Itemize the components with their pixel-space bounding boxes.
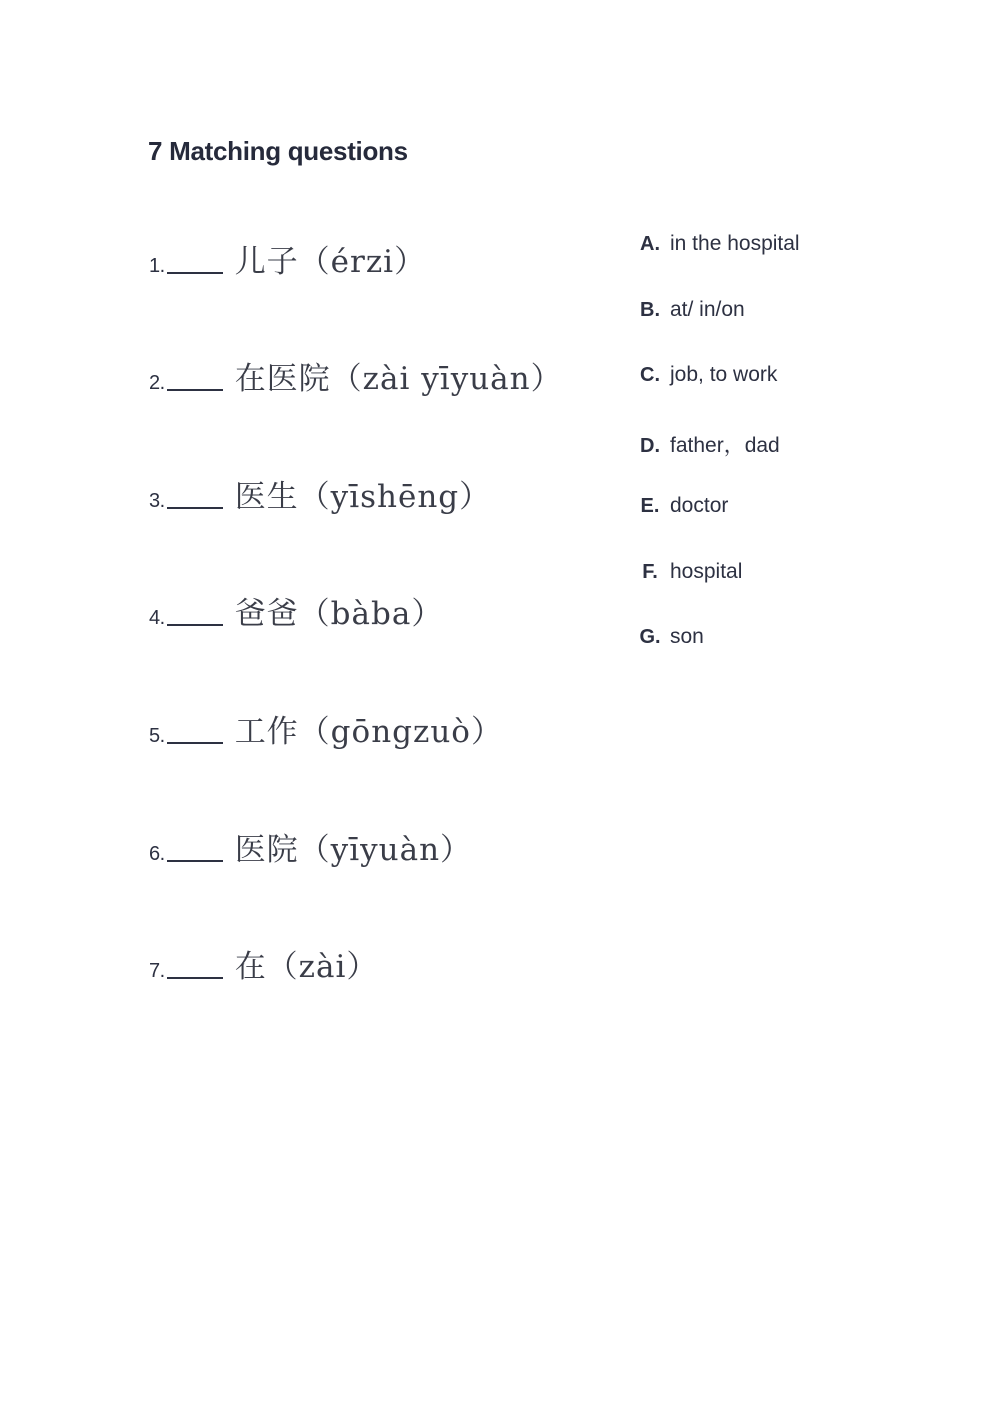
answer-blank[interactable] [167, 389, 223, 391]
option-text: at/ in/on [670, 298, 745, 321]
option-letter: D. [640, 435, 660, 457]
question-text: 在医院（zài yīyuàn） [234, 361, 563, 397]
option-text: job, to work [670, 363, 778, 386]
option-item [630, 625, 704, 649]
option-item [630, 494, 728, 518]
question-item [149, 706, 503, 756]
question-number: 4. [149, 607, 165, 629]
question-item [149, 471, 491, 521]
option-item [630, 429, 780, 459]
question-text: 医生（yīshēng） [234, 479, 492, 515]
option-letter: F. [642, 561, 658, 583]
option-item [630, 298, 745, 322]
option-text: in the hospital [670, 232, 800, 255]
option-letter: C. [640, 364, 660, 386]
question-item [149, 941, 378, 991]
option-text: son [670, 625, 704, 648]
option-text: father，dad [670, 434, 780, 457]
question-number: 6. [149, 843, 165, 865]
question-text: 工作（gōngzuò） [234, 714, 503, 750]
option-item [630, 363, 777, 387]
option-letter: A. [640, 233, 660, 255]
question-number: 2. [149, 372, 165, 394]
answer-blank[interactable] [167, 860, 223, 862]
answer-blank[interactable] [167, 624, 223, 626]
question-number: 5. [149, 725, 165, 747]
question-number: 3. [149, 490, 165, 512]
question-text: 儿子（érzi） [234, 244, 427, 280]
option-text: doctor [670, 494, 729, 517]
option-item [630, 560, 742, 584]
question-text: 在（zài） [234, 949, 379, 985]
option-letter: E. [640, 495, 660, 517]
question-item [149, 824, 472, 874]
question-item [149, 236, 426, 286]
question-item [149, 353, 563, 403]
question-text: 医院（yīyuàn） [234, 832, 473, 868]
option-letter: B. [640, 299, 660, 321]
answer-blank[interactable] [167, 977, 223, 979]
question-number: 7. [149, 960, 165, 982]
option-text: hospital [670, 560, 743, 583]
option-item [630, 232, 800, 256]
answer-blank[interactable] [167, 742, 223, 744]
answer-blank[interactable] [167, 507, 223, 509]
question-text: 爸爸（bàba） [234, 596, 444, 632]
question-number: 1. [149, 255, 165, 277]
section-title: 7 Matching questions [148, 136, 408, 166]
option-letter: G. [639, 626, 661, 648]
answer-blank[interactable] [167, 272, 223, 274]
question-item [149, 588, 443, 638]
